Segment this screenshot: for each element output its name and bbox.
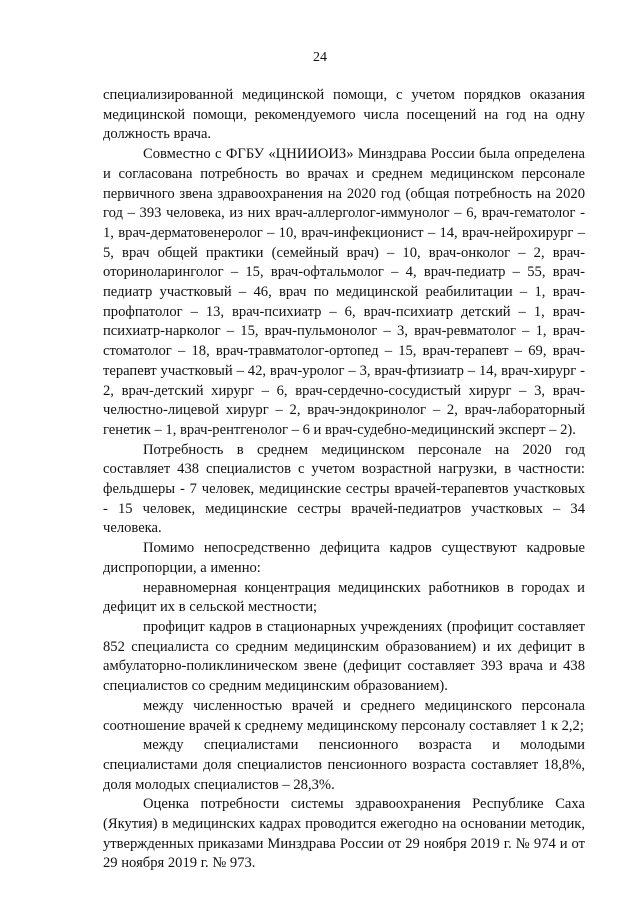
document-body <box>103 86 585 874</box>
list-item-uneven-concentration: неравномерная концентрация медицинских работников в городах и дефицит их в сельской местности; <box>103 579 585 616</box>
paragraph-nursing-needs: Потребность в среднем медицинском персонале на 2020 год составляет 438 специалистов с учетом возрастной нагрузки, в частности: фельдшеры - 7 человек, медицинские сестры врачей-терапевтов участковых - 15 человек, медицинские сестры врачей-педиатров участковых – 34 человека. <box>103 441 585 537</box>
paragraph-continuation: специализированной медицинской помощи, с учетом порядков оказания медицинской помощи, рекомендуемого числа посещений на год на одну должность врача. <box>103 87 585 143</box>
list-item-inpatient-surplus: профицит кадров в стационарных учреждениях (профицит составляет 852 специалиста со средним медицинским образованием) и их дефицит в амбулаторно-поликлиническом звене (дефицит составляет 393 врача и 438 специалистов со средним медицинским образованием). <box>103 618 585 695</box>
paragraph-staff-disproportions: Помимо непосредственно дефицита кадров существуют кадровые диспропорции, а именно: <box>103 540 585 576</box>
list-item-doctor-nurse-ratio: между численностью врачей и среднего медицинского персонала соотношение врачей к среднему медицинскому персоналу составляет 1 к 2,2; <box>103 697 585 734</box>
page-number: 24 <box>313 50 327 65</box>
paragraph-physician-needs: Совместно с ФГБУ «ЦНИИОИЗ» Минздрава России была определена и согласована потребность во врачах и среднем медицинском персонале первичного звена здравоохранения на 2020 год (общая потребность на 2020 год – 393 человека, из них врач-аллерголог-иммунолог – 6, врач-гематолог - 1, врач-дерматовенеролог – 10, врач-инфекционист – 14, врач-нейрохирург – 5, врач общей практики (семейный врач) – 10, врач-онколог – 2, врач-оториноларинголог – 15, врач-офтальмолог – 4, врач-педиатр – 55, врач-педиатр участковый – 46, врач по медицинской реабилитации – 1, врач-профпатолог – 13, врач-психиатр – 6, врач-психиатр детский – 1, врач-психиатр-нарколог – 15, врач-пульмонолог – 3, врач-ревматолог – 1, врач-стоматолог – 18, врач-травматолог-ортопед – 15, врач-терапевт – 69, врач-терапевт участковый – 42, врач-уролог – 3, врач-фтизиатр – 14, врач-хирург - 2, врач-детский хирург – 6, врач-сердечно-сосудистый хирург – 3, врач-челюстно-лицевой хирург – 2, врач-эндокринолог – 2, врач-лабораторный генетик – 1, врач-рентгенолог – 6 и врач-судебно-медицинский эксперт – 2). <box>103 146 585 438</box>
list-item-age-structure: между специалистами пенсионного возраста и молодыми специалистами доля специалистов пенсионного возраста составляет 18,8%, доля молодых специалистов – 28,3%. <box>103 737 585 793</box>
paragraph-needs-assessment: Оценка потребности системы здравоохранения Республике Саха (Якутия) в медицинских кадрах проводится ежегодно на основании методик, утвержденных приказами Минздрава России от 29 ноября 2019 г. № 974 и от 29 ноября 2019 г. № 973. <box>103 796 585 872</box>
